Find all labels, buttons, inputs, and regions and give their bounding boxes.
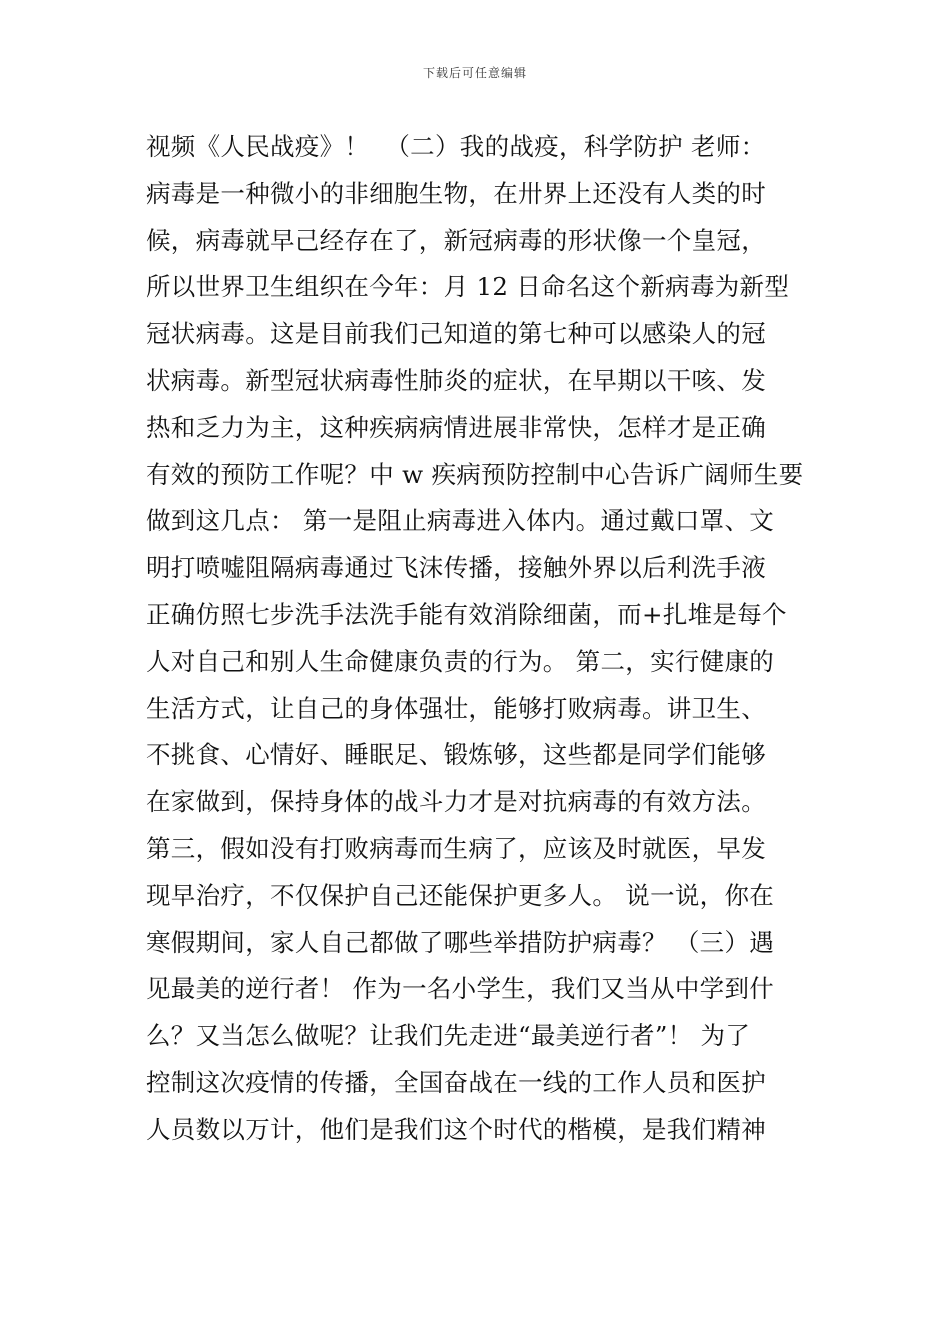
text-line: 生活方式，让自己的身体强壮，能够打败病毒。讲卫生、 bbox=[146, 693, 766, 723]
text-line: 不挑食、心情好、睡眠足、锻炼够，这些都是同学们能够 bbox=[146, 740, 766, 770]
text-line: 视频《人民战疫》！ （二）我的战疫，科学防护 老师： bbox=[146, 132, 766, 161]
text-line: 有效的预防工作呢？中 w 疾病预防控制中心告诉广阔师生要 bbox=[146, 459, 804, 489]
text-line: 寒假期间，家人自己都做了哪些举措防护病毒？ （三）遇 bbox=[146, 927, 775, 957]
text-line: 状病毒。新型冠状病毒性肺炎的症状，在早期以干咳、发 bbox=[146, 365, 766, 395]
text-line: 现早治疗，不仅保护自己还能保护更多人。 说一说，你在 bbox=[146, 880, 775, 910]
text-line: 明打喷嘘阻隔病毒通过飞沫传播，接触外界以后利洗手液 bbox=[146, 553, 766, 583]
document-body bbox=[146, 124, 816, 1154]
text-line: 所以世界卫生组织在今年：月 12 日命名这个新病毒为新型 bbox=[146, 272, 790, 302]
text-line: 在家做到，保持身体的战斗力才是对抗病毒的有效方法。 bbox=[146, 787, 766, 817]
text-line: 人员数以万计，他们是我们这个时代的楷模，是我们精神 bbox=[146, 1114, 766, 1144]
text-line: 第三，假如没有打败病毒而生病了，应该及时就医，早发 bbox=[146, 833, 766, 863]
text-line: 么？又当怎么做呢？让我们先走进“最美逆行者”！ 为了 bbox=[146, 1021, 751, 1051]
text-line: 候，病毒就早己经存在了，新冠病毒的形状像一个皇冠， bbox=[146, 225, 766, 255]
text-line: 热和乏力为主，这种疾病病情进展非常快，怎样才是正确 bbox=[146, 412, 766, 442]
text-line: 控制这次疫情的传播，全国奋战在一线的工作人员和医护 bbox=[146, 1067, 766, 1097]
text-line: 人对自己和别人生命健康负责的行为。 第二，实行健康的 bbox=[146, 646, 775, 676]
text-line: 做到这几点： 第一是阻止病毒进入体内。通过戴口罩、文 bbox=[146, 506, 775, 536]
text-line: 正确仿照七步洗手法洗手能有效消除细菌，而+扎堆是每个 bbox=[146, 599, 787, 629]
text-line: 见最美的逆行者！ 作为一名小学生，我们又当从中学到什 bbox=[146, 974, 775, 1004]
text-line: 病毒是一种微小的非细胞生物，在卅界上还没有人类的时 bbox=[146, 178, 766, 208]
page-header: 下载后可任意编辑 bbox=[422, 66, 527, 80]
text-line: 冠状病毒。这是目前我们己知道的第七种可以感染人的冠 bbox=[146, 319, 766, 349]
